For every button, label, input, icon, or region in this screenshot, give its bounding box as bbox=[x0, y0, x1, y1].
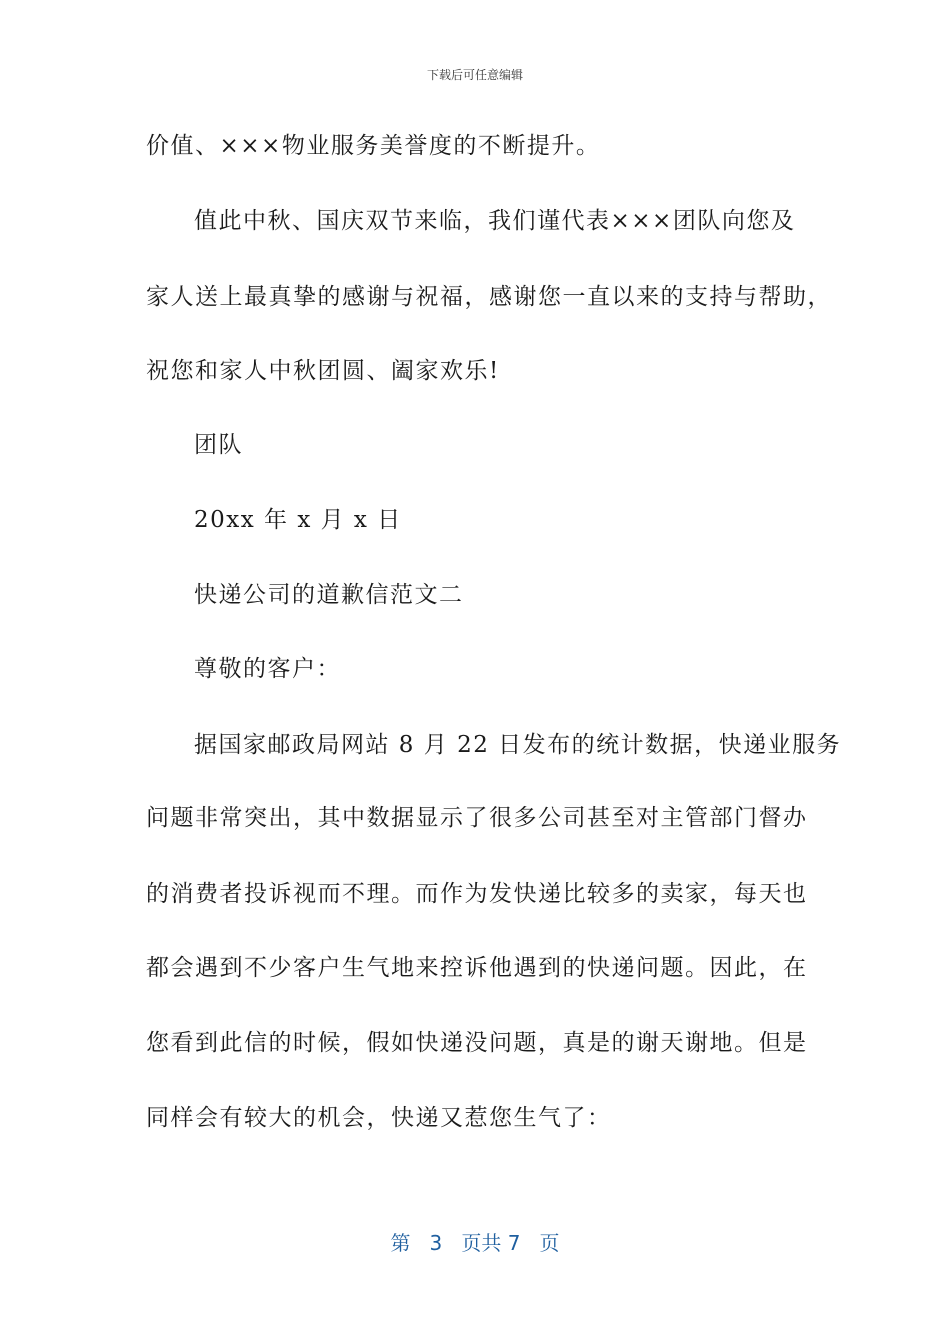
footer-total-pages: 7 bbox=[507, 1231, 521, 1255]
signature-date: 20xx 年 x 月 x 日 bbox=[194, 507, 402, 533]
body-line: 都会遇到不少客户生气地来控诉他遇到的快递问题。因此，在 bbox=[146, 955, 808, 981]
body-line: 据国家邮政局网站 8 月 22 日发布的统计数据，快递业服务 bbox=[194, 732, 842, 758]
section-title: 快递公司的道歉信范文二 bbox=[194, 582, 464, 608]
footer-suffix: 页 bbox=[539, 1231, 560, 1255]
footer-current-page: 3 bbox=[429, 1231, 443, 1255]
body-line: 问题非常突出，其中数据显示了很多公司甚至对主管部门督办 bbox=[146, 805, 808, 831]
body-line: 值此中秋、国庆双节来临，我们谨代表×××团队向您及 bbox=[194, 208, 796, 234]
body-line: 您看到此信的时候，假如快递没问题，真是的谢天谢地。但是 bbox=[146, 1030, 808, 1056]
footer-prefix: 第 bbox=[390, 1231, 411, 1255]
footer-middle: 页共 bbox=[461, 1231, 502, 1255]
body-line: 同样会有较大的机会，快递又惹您生气了： bbox=[146, 1105, 612, 1131]
salutation: 尊敬的客户： bbox=[194, 656, 341, 682]
page-footer bbox=[0, 1227, 950, 1256]
body-line: 价值、×××物业服务美誉度的不断提升。 bbox=[146, 133, 601, 159]
body-line: 祝您和家人中秋团圆、阖家欢乐! bbox=[146, 358, 500, 384]
header-note: 下载后可任意编辑 bbox=[426, 68, 523, 82]
body-line: 家人送上最真挚的感谢与祝福，感谢您一直以来的支持与帮助， bbox=[146, 284, 832, 310]
signature-team: 团队 bbox=[194, 432, 243, 458]
body-line: 的消费者投诉视而不理。而作为发快递比较多的卖家，每天也 bbox=[146, 881, 808, 907]
